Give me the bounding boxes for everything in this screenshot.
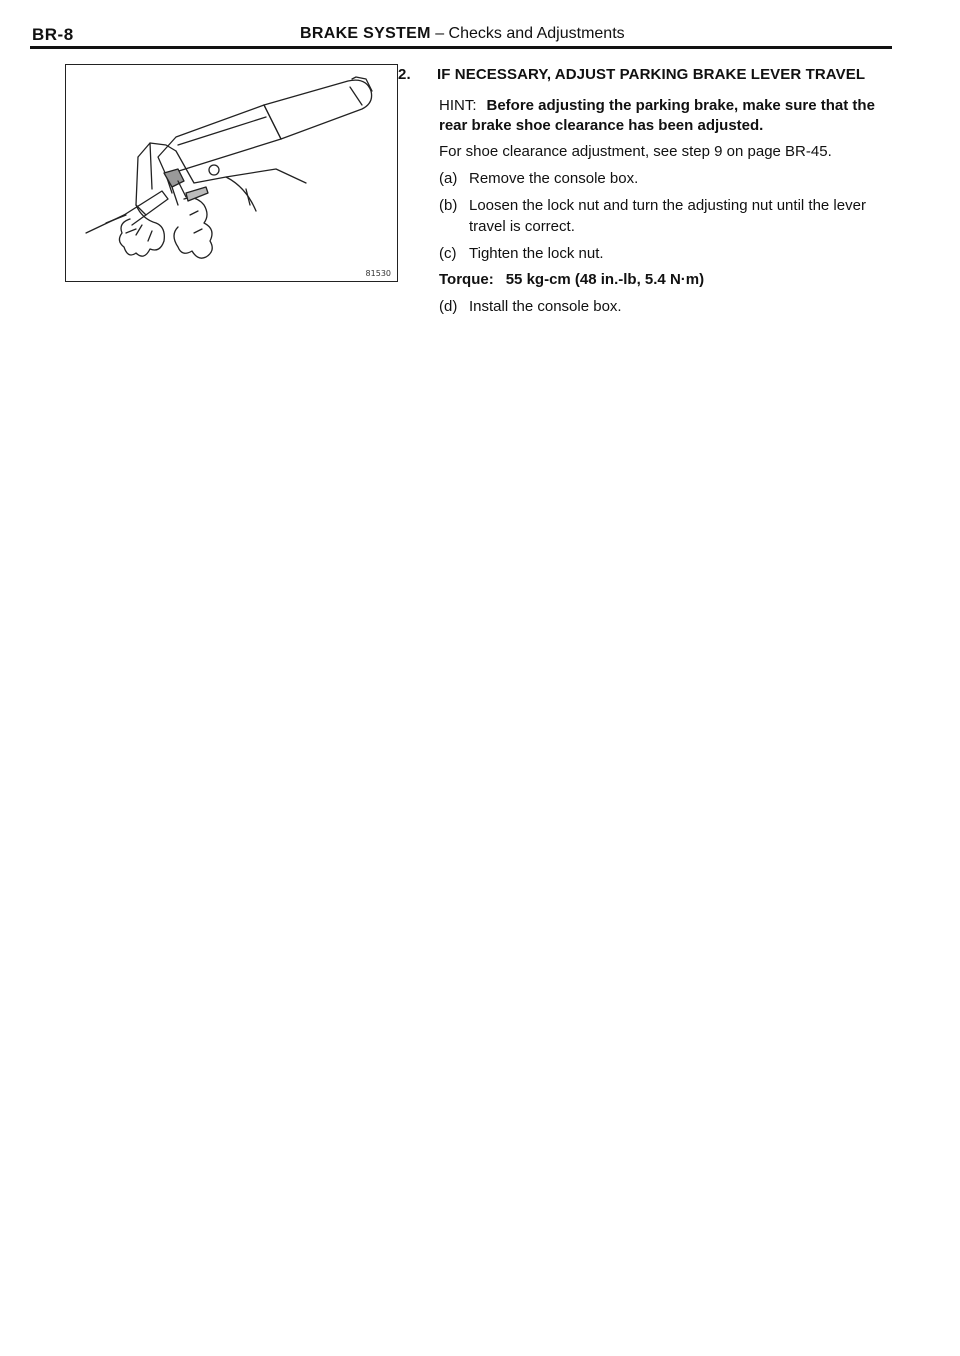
header-title bbox=[300, 25, 625, 43]
page-number: BR-8 bbox=[32, 25, 74, 44]
step-body bbox=[439, 96, 898, 317]
parking-brake-illustration bbox=[65, 64, 398, 282]
subsection-title: Checks and Adjustments bbox=[448, 25, 625, 42]
list-item-text: Tighten the lock nut. bbox=[469, 245, 604, 262]
shoe-clearance-note: For shoe clearance adjustment, see step 9 on page BR-45. bbox=[439, 143, 832, 160]
figure-code: 81530 bbox=[365, 269, 391, 278]
torque-value: 55 kg-cm (48 in.-lb, 5.4 N·m) bbox=[505, 271, 705, 288]
list-item bbox=[439, 296, 898, 317]
section-title: BRAKE SYSTEM bbox=[300, 25, 431, 42]
torque-label: Torque: bbox=[439, 271, 494, 288]
hint-label: HINT: bbox=[439, 97, 477, 114]
step-content bbox=[398, 66, 898, 317]
header-separator: – bbox=[435, 25, 445, 42]
torque-spec bbox=[439, 270, 898, 290]
list-item bbox=[439, 195, 898, 237]
list-item-label: (b) bbox=[439, 197, 458, 214]
header-rule bbox=[30, 46, 892, 49]
hint-text: Before adjusting the parking brake, make sure that the rear brake shoe clearance has been adjusted. bbox=[439, 97, 875, 134]
list-item-label: (c) bbox=[439, 245, 457, 262]
step-number: 2. bbox=[398, 66, 411, 83]
list-item-text: Remove the console box. bbox=[469, 170, 639, 187]
list-item-text: Install the console box. bbox=[469, 298, 622, 315]
list-item-text: Loosen the lock nut and turn the adjusting nut until the lever travel is correct. bbox=[469, 197, 866, 235]
list-item-label: (d) bbox=[439, 298, 458, 315]
list-item bbox=[439, 168, 898, 189]
hint-paragraph bbox=[439, 96, 898, 136]
page-header bbox=[30, 22, 892, 48]
list-item bbox=[439, 243, 898, 264]
step-title: IF NECESSARY, ADJUST PARKING BRAKE LEVER TRAVEL bbox=[437, 66, 866, 83]
parking-brake-lever-drawing bbox=[66, 65, 396, 280]
step-heading bbox=[398, 66, 898, 90]
list-item-label: (a) bbox=[439, 170, 458, 187]
